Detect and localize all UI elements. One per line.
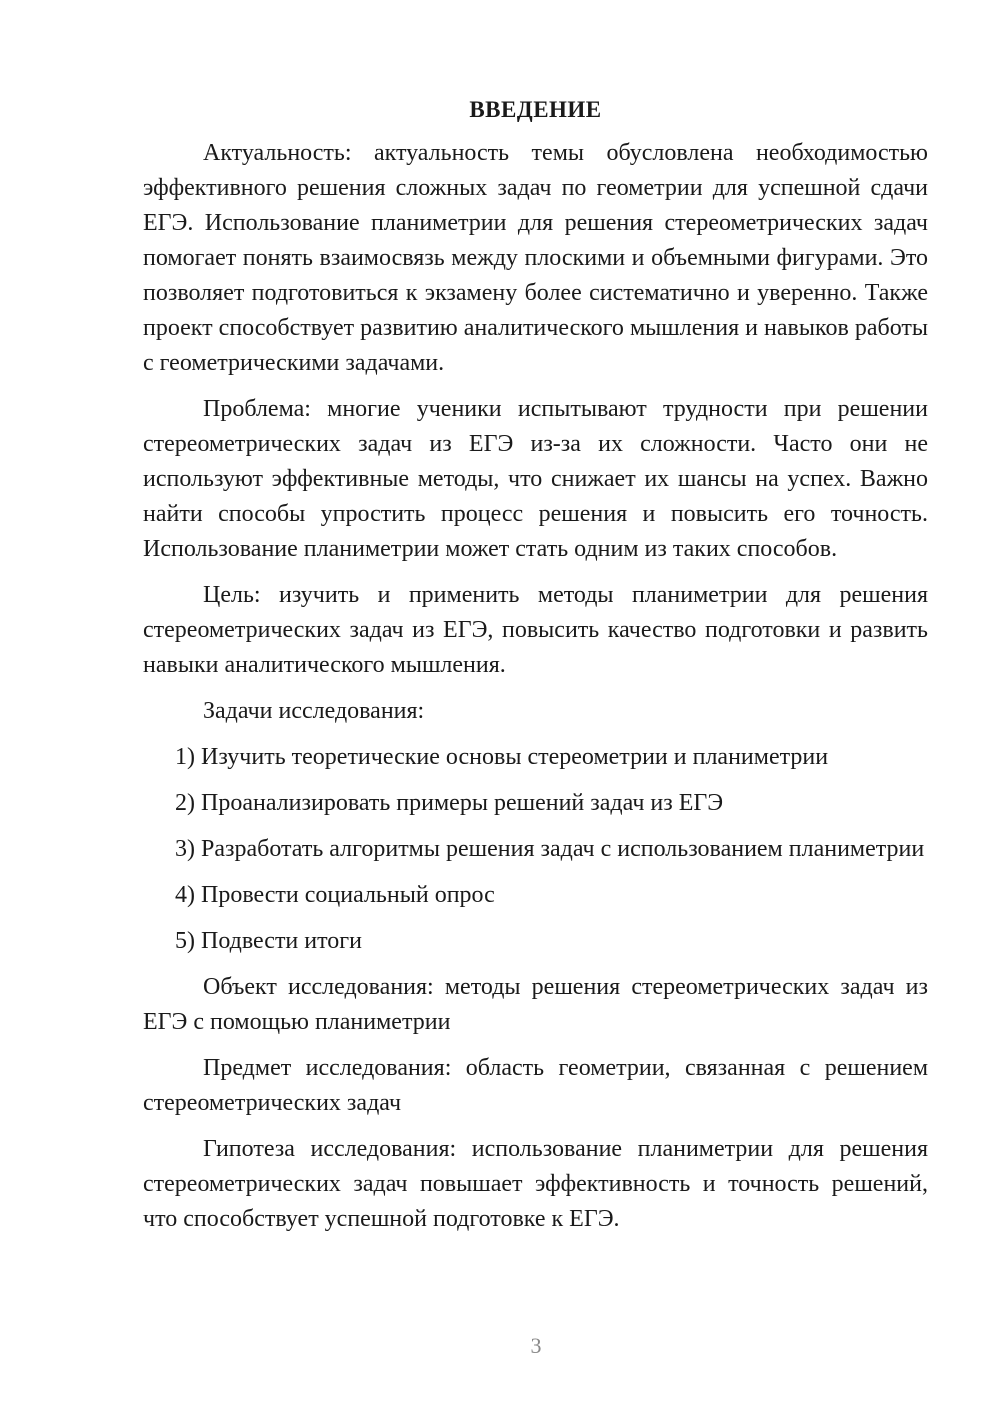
paragraph-goal: Цель: изучить и применить методы планиметрии для решения стереометрических задач из ЕГЭ, повысить качество подготовки и развить навыки аналитического мышления. [143,582,928,678]
section-title: ВВЕДЕНИЕ [469,97,602,122]
paragraph-object: Объект исследования: методы решения стереометрических задач из ЕГЭ с помощью планиметрии [143,974,928,1035]
task-item-3: 3) Разработать алгоритмы решения задач с использованием планиметрии [175,836,925,862]
paragraph-subject: Предмет исследования: область геометрии, связанная с решением стереометрических задач [143,1055,928,1116]
task-item-4: 4) Провести социальный опрос [175,882,495,908]
paragraph-relevance: Актуальность: актуальность темы обусловлена необходимостью эффективного решения сложных задач по геометрии для успешной сдачи ЕГЭ. Использование планиметрии для решения стереометрических задач помогает понять взаимосвязь между плоскими и объемными фигурами. Это позволяет подготовиться к экзамену более систематично и уверенно. Также проект способствует развитию аналитического мышления и навыков работы с геометрическими задачами. [143,140,928,376]
page-content [143,94,928,1248]
task-item-5: 5) Подвести итоги [175,928,362,954]
task-item-1: 1) Изучить теоретические основы стереометрии и планиметрии [175,744,829,770]
paragraph-hypothesis: Гипотеза исследования: использование планиметрии для решения стереометрических задач повышает эффективность и точность решений, что способствует успешной подготовке к ЕГЭ. [143,1136,928,1232]
task-item-2: 2) Проанализировать примеры решений задач из ЕГЭ [175,790,724,816]
page-number: 3 [530,1333,542,1358]
tasks-heading: Задачи исследования: [203,698,425,724]
paragraph-problem: Проблема: многие ученики испытывают трудности при решении стереометрических задач из ЕГЭ из-за их сложности. Часто они не используют эффективные методы, что снижает их шансы на успех. Важно найти способы упростить процесс решения и повысить его точность. Использование планиметрии может стать одним из таких способов. [143,396,928,562]
